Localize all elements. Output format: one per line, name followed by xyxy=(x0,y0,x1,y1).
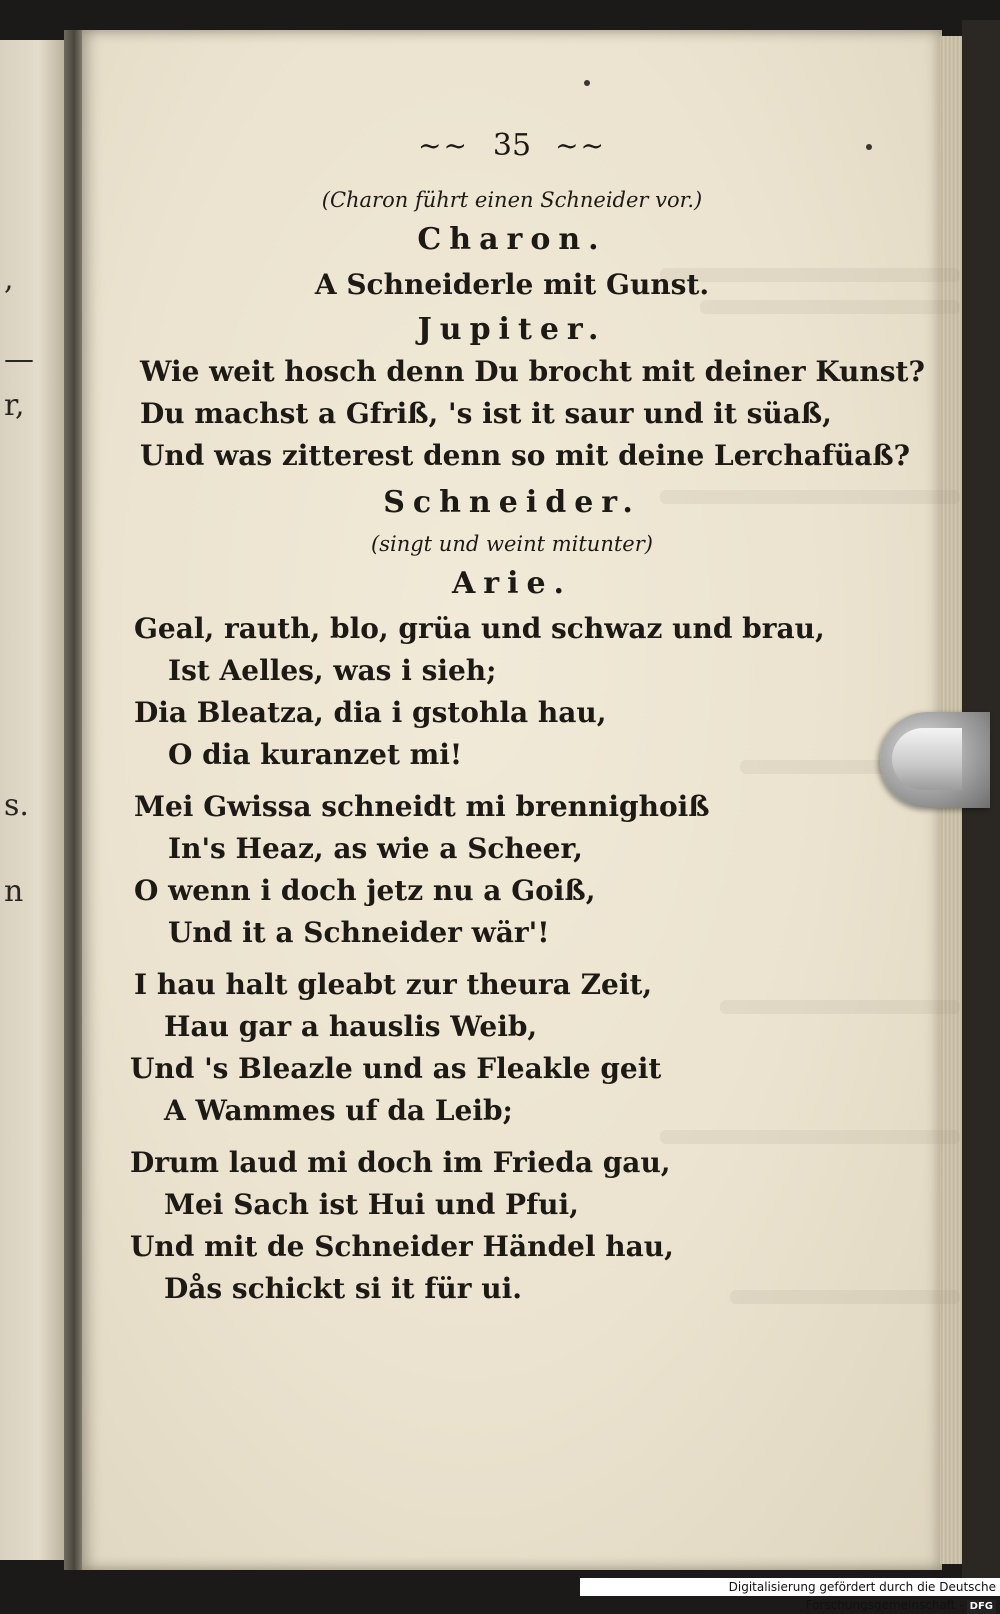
verse-line: Mei Sach ist Hui und Pfui, xyxy=(164,1188,579,1221)
speaker-name: Schneider. xyxy=(383,485,641,520)
verse-line: Und mit de Schneider Händel hau, xyxy=(130,1230,674,1263)
verse-line: Dia Bleatza, dia i gstohla hau, xyxy=(134,696,607,729)
verse-line: O dia kuranzet mi! xyxy=(168,738,463,771)
bleed-through xyxy=(660,1130,960,1144)
bleed-through xyxy=(720,1000,960,1014)
page-number: 35 xyxy=(492,128,532,163)
ornament-left: ~~ xyxy=(417,129,469,162)
clip-highlight xyxy=(892,728,962,790)
verse-line: Dås schickt si it für ui. xyxy=(164,1272,522,1305)
stage-direction: (Charon führt einen Schneider vor.) xyxy=(321,188,703,212)
verse-line: Geal, rauth, blo, grüa und schwaz und brau, xyxy=(134,612,825,645)
dfg-logo: DFG xyxy=(967,1600,996,1614)
verse-line: Drum laud mi doch im Frieda gau, xyxy=(130,1146,671,1179)
bleed-through xyxy=(730,1290,960,1304)
verse-line: Und it a Schneider wär'! xyxy=(168,916,550,949)
book-gutter xyxy=(64,30,84,1570)
verse-line: Hau gar a hauslis Weib, xyxy=(164,1010,538,1043)
credit-text: Digitalisierung gefördert durch die Deutsche Forschungsgemeinschaft - xyxy=(728,1580,996,1612)
page-header xyxy=(82,128,942,163)
aria-title: Arie. xyxy=(451,566,572,601)
stage-direction: (singt und weint mitunter) xyxy=(371,532,653,556)
facing-page-glyph: r, xyxy=(4,388,25,423)
verse-line: A Wammes uf da Leib; xyxy=(164,1094,513,1127)
verse-line: Wie weit hosch denn Du brocht mit deiner Kunst? xyxy=(140,355,925,388)
verse-line: O wenn i doch jetz nu a Goiß, xyxy=(134,874,596,907)
ornament-right: ~~ xyxy=(555,129,607,162)
facing-page-glyph: — xyxy=(4,342,34,377)
facing-page-glyph: , xyxy=(4,262,14,297)
verse-line: A Schneiderle mit Gunst. xyxy=(314,268,710,301)
verse-line: Du machst a Gfriß, 's ist it saur und it süaß, xyxy=(140,397,832,430)
speaker-name: Jupiter. xyxy=(417,312,607,347)
verse-line: Und was zitterest denn so mit deine Lerchafüaß? xyxy=(140,439,911,472)
digitization-credit xyxy=(580,1578,1000,1612)
verse-line: I hau halt gleabt zur theura Zeit, xyxy=(134,968,653,1001)
verse-line: Mei Gwissa schneidt mi brennighoiß xyxy=(134,790,710,823)
facing-page-glyph: s. xyxy=(4,788,29,823)
verse-line: In's Heaz, as wie a Scheer, xyxy=(168,832,583,865)
speck xyxy=(584,80,590,86)
verse-line: Und 's Bleazle und as Fleakle geit xyxy=(130,1052,662,1085)
speaker-name: Charon. xyxy=(417,222,607,257)
facing-page-glyph: n xyxy=(4,874,24,909)
verse-line: Ist Aelles, was i sieh; xyxy=(168,654,497,687)
page-clip xyxy=(880,712,990,808)
